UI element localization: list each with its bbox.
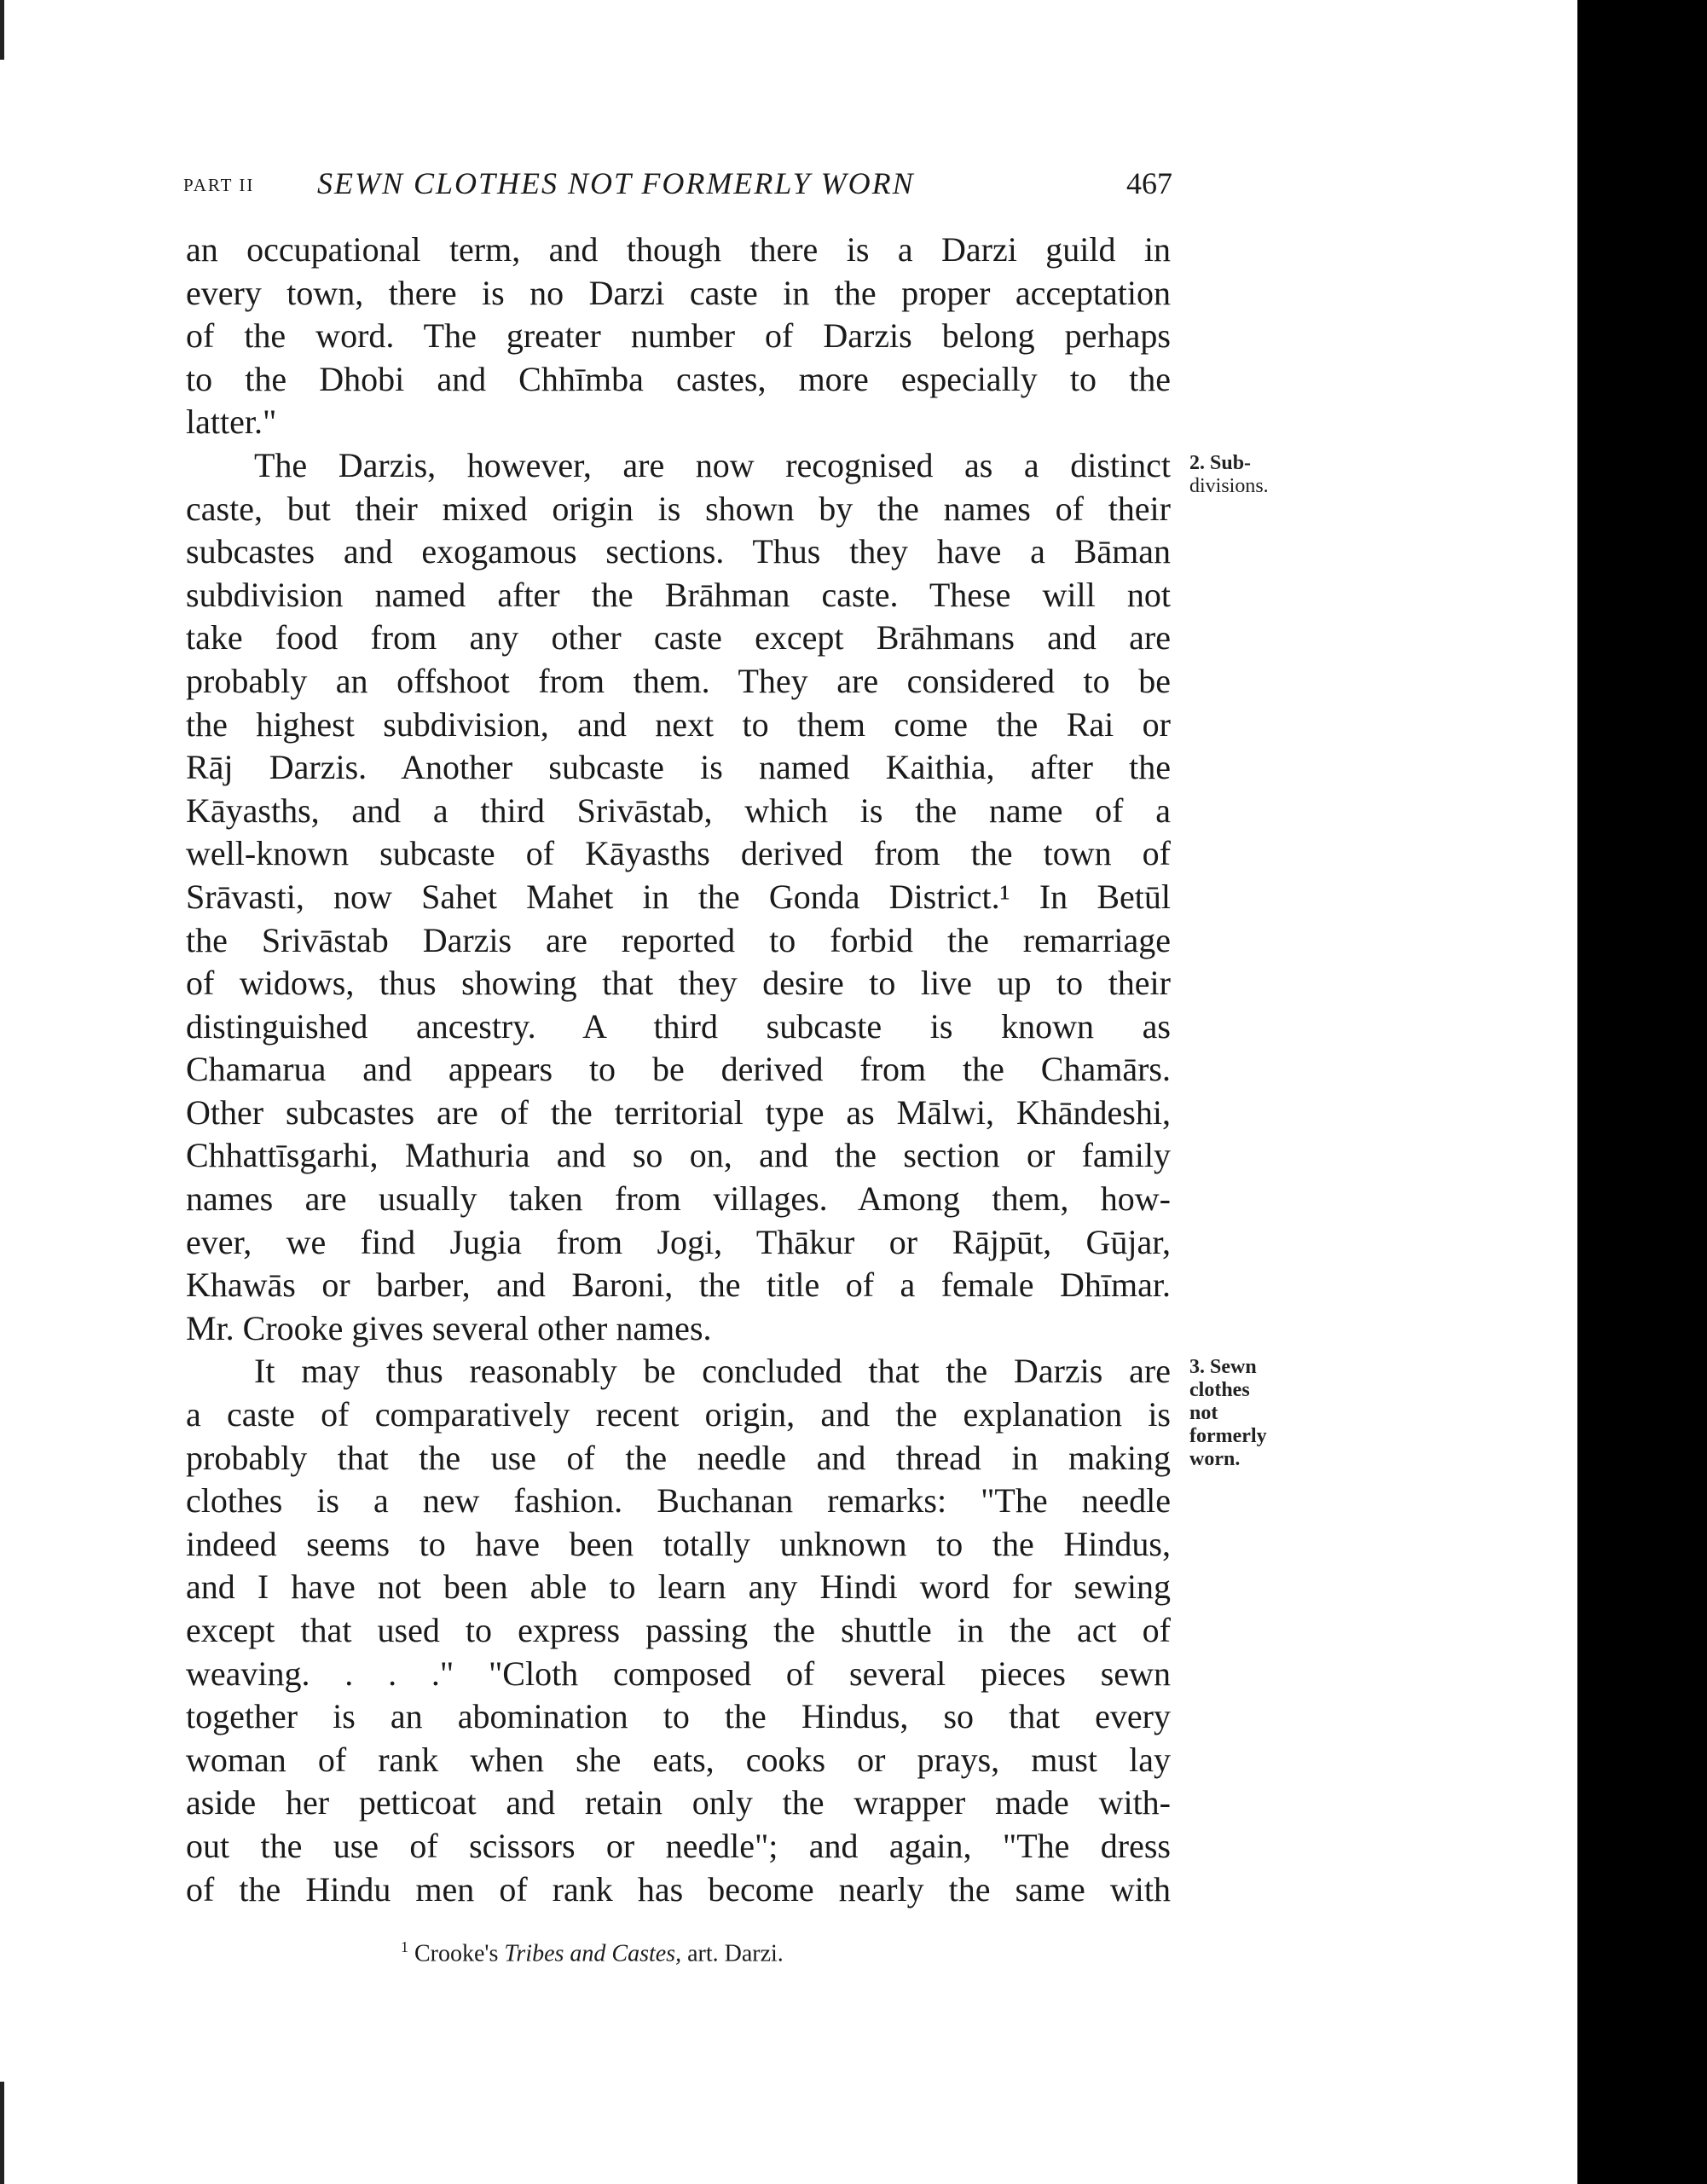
margin-note-line: 2. Sub-: [1189, 452, 1252, 474]
text-line: of the word. The greater number of Darzis belong perhaps: [186, 316, 1171, 356]
paragraph-2: [186, 444, 1171, 1350]
scan-edge-left-bottom: [0, 2082, 8, 2184]
margin-note-line: clothes: [1189, 1379, 1250, 1401]
text-line: an occupational term, and though there is a Darzi guild in: [186, 230, 1171, 269]
scan-edge: [1577, 0, 1707, 2184]
text-line: probably an offshoot from them. They are considered to be: [186, 661, 1171, 700]
text-line: out the use of scissors or needle"; and again, "The dress: [186, 1826, 1171, 1865]
scan-edge-left-top: [0, 0, 11, 60]
text-line: distinguished ancestry. A third subcaste is known as: [186, 1006, 1171, 1046]
text-line: It may thus reasonably be concluded that the Darzis are: [254, 1352, 1171, 1391]
text-line: and I have not been able to learn any Hindi word for sewing: [186, 1567, 1171, 1607]
margin-note-line: 3. Sewn: [1189, 1356, 1257, 1378]
margin-note-line: worn.: [1189, 1448, 1241, 1470]
body-text: [186, 229, 1171, 1911]
text-line: subdivision named after the Brāhman caste. These will not: [186, 575, 1171, 614]
text-line: take food from any other caste except Brāhmans and are: [186, 618, 1171, 658]
footnote: [401, 1932, 784, 1969]
text-line: well-known subcaste of Kāyasths derived from the town of: [186, 834, 1171, 873]
text-line: The Darzis, however, are now recognised as a distinct: [254, 445, 1171, 484]
text-line: aside her petticoat and retain only the wrapper made with-: [186, 1783, 1171, 1822]
text-line: to the Dhobi and Chhīmba castes, more especially to the: [186, 359, 1171, 398]
margin-note-line: formerly: [1189, 1425, 1267, 1447]
paragraph-1: [186, 229, 1171, 444]
footnote-title: Tribes and Castes,: [504, 1940, 682, 1967]
text-line: probably that the use of the needle and thread in making: [186, 1438, 1171, 1477]
text-line: every town, there is no Darzi caste in the proper acceptation: [186, 273, 1171, 312]
text-line: except that used to express passing the shuttle in the act of: [186, 1611, 1171, 1649]
text-line: Srāvasti, now Sahet Mahet in the Gonda District.¹ In Betūl: [186, 877, 1171, 916]
text-line: Chamarua and appears to be derived from the Chamārs.: [186, 1050, 1171, 1089]
text-line: names are usually taken from villages. Among them, how-: [186, 1179, 1171, 1219]
text-line: of widows, thus showing that they desire to live up to their: [186, 964, 1171, 1003]
text-line: Kāyasths, and a third Srivāstab, which is the name of a: [186, 791, 1171, 830]
margin-note-sewn-clothes: [1189, 1356, 1267, 1471]
footnote-prefix: Crooke's: [414, 1940, 499, 1967]
footnote-marker: 1: [401, 1938, 408, 1955]
text-line: caste, but their mixed origin is shown by the names of their: [186, 489, 1171, 528]
text-line: Chhattīsgarhi, Mathuria and so on, and the section or family: [186, 1136, 1171, 1175]
margin-note-line: not: [1189, 1402, 1218, 1424]
text-line: weaving. . . ." "Cloth composed of several pieces sewn: [186, 1654, 1171, 1693]
text-line: woman of rank when she eats, cooks or prays, must lay: [186, 1740, 1171, 1779]
text-line: Khawās or barber, and Baroni, the title of a female Dhīmar.: [186, 1266, 1171, 1305]
paragraph-3: [186, 1350, 1171, 1911]
footnote-suffix: art. Darzi.: [687, 1940, 784, 1967]
text-line: subcastes and exogamous sections. Thus they have a Bāman: [186, 532, 1171, 571]
running-header: [183, 162, 1172, 205]
text-line: of the Hindu men of rank has become nearly the same with: [186, 1869, 1171, 1909]
text-line: the highest subdivision, and next to them come the Rai or: [186, 704, 1171, 744]
text-line: Mr. Crooke gives several other names.: [186, 1308, 712, 1347]
text-line: together is an abomination to the Hindus, so that every: [186, 1697, 1171, 1736]
part-label: PART II: [183, 175, 255, 195]
text-line: Rāj Darzis. Another subcaste is named Kaithia, after the: [186, 748, 1171, 787]
text-line: Other subcastes are of the territorial type as Mālwi, Khāndeshi,: [186, 1092, 1171, 1132]
margin-note-line: divisions.: [1189, 475, 1269, 497]
text-line: latter.": [186, 403, 277, 442]
margin-note-subdivisions: [1189, 452, 1269, 498]
text-line: ever, we find Jugia from Jogi, Thākur or Rājpūt, Gūjar,: [186, 1222, 1171, 1261]
running-title: SEWN CLOTHES NOT FORMERLY WORN: [317, 166, 915, 200]
text-line: the Srivāstab Darzis are reported to forbid the remarriage: [186, 920, 1171, 959]
text-line: clothes is a new fashion. Buchanan remarks: "The needle: [186, 1481, 1171, 1521]
text-line: indeed seems to have been totally unknown to the Hindus,: [186, 1524, 1171, 1563]
page-number: 467: [1126, 166, 1172, 200]
text-line: a caste of comparatively recent origin, and the explanation is: [186, 1395, 1171, 1434]
